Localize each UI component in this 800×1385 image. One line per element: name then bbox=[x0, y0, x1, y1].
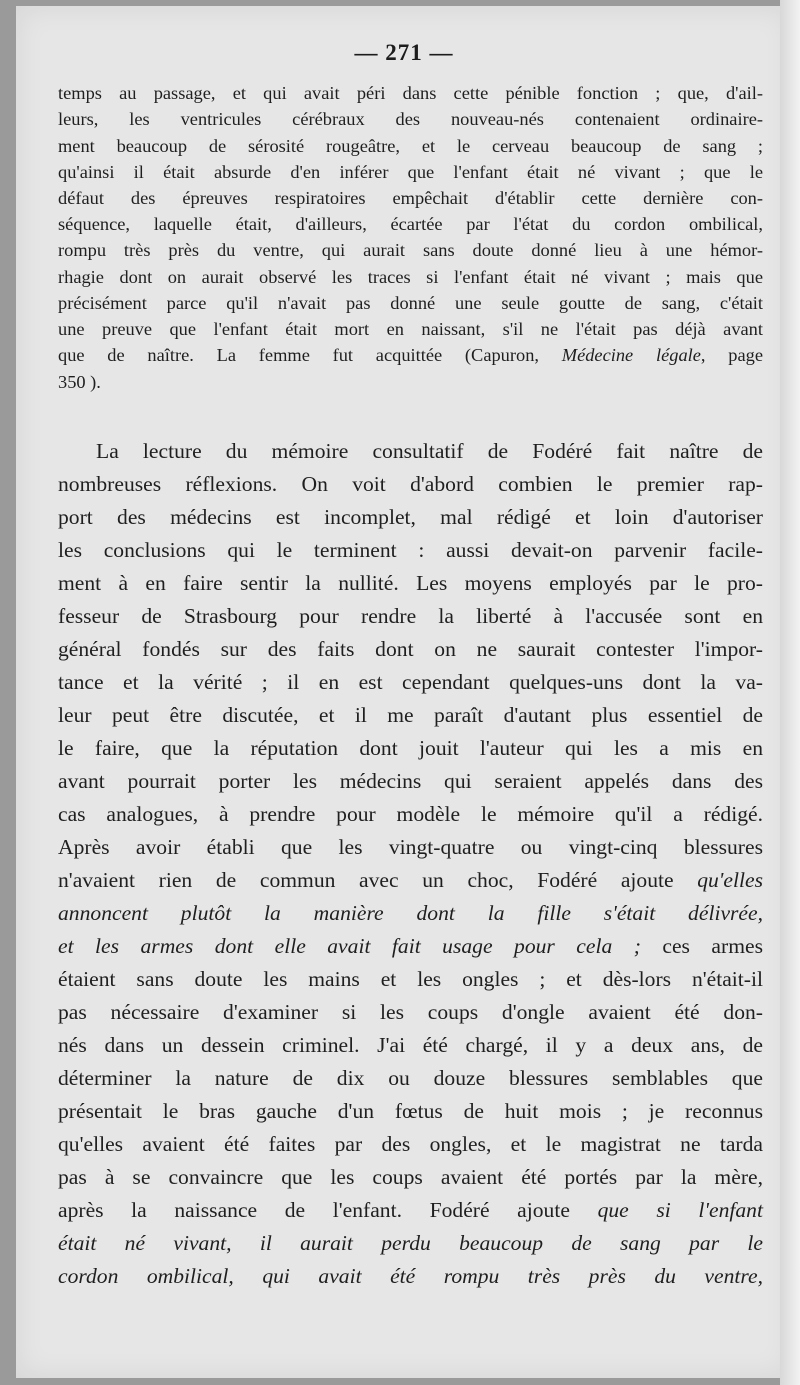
body-line: cordon ombilical, qui avait été rompu très près du ventre, bbox=[58, 1264, 763, 1288]
body-line: Après avoir établi que les vingt-quatre ou vingt-cinq blessures bbox=[58, 835, 763, 859]
body-line: pas à se convaincre que les coups avaient été portés par la mère, bbox=[58, 1165, 763, 1189]
body-line: était né vivant, il aurait perdu beaucoup de sang par le bbox=[58, 1231, 763, 1255]
page-number: — 271 — bbox=[354, 40, 454, 65]
body-line: avant pourrait porter les médecins qui seraient appelés dans des bbox=[58, 769, 763, 793]
body-line: leur peut être discutée, et il me paraît d'autant plus essentiel de bbox=[58, 703, 763, 727]
quote-line: séquence, laquelle était, d'ailleurs, écartée par l'état du cordon ombilical, bbox=[58, 214, 763, 234]
body-line: les conclusions qui le terminent : aussi devait-on parvenir facile- bbox=[58, 538, 763, 562]
quote-line: une preuve que l'enfant était mort en naissant, s'il ne l'était pas déjà avant bbox=[58, 319, 763, 339]
quote-line: que de naître. La femme fut acquittée (Capuron, Médecine légale, page bbox=[58, 345, 763, 365]
quote-line: temps au passage, et qui avait péri dans cette pénible fonction ; que, d'ail- bbox=[58, 83, 763, 103]
book-page bbox=[16, 6, 792, 1378]
body-line: fesseur de Strasbourg pour rendre la liberté à l'accusée sont en bbox=[58, 604, 763, 628]
quote-line: rompu très près du ventre, qui aurait sans doute donné lieu à une hémor- bbox=[58, 240, 763, 260]
body-line: après la naissance de l'enfant. Fodéré ajoute que si l'enfant bbox=[58, 1198, 763, 1222]
quote-line: défaut des épreuves respiratoires empêchait d'établir cette dernière con- bbox=[58, 188, 763, 208]
body-line: présentait le bras gauche d'un fœtus de huit mois ; je reconnus bbox=[58, 1099, 763, 1123]
page-edge bbox=[780, 0, 800, 1385]
body-line: le faire, que la réputation dont jouit l'auteur qui les a mis en bbox=[58, 736, 763, 760]
body-line: cas analogues, à prendre pour modèle le mémoire qu'il a rédigé. bbox=[58, 802, 763, 826]
body-line: général fondés sur des faits dont on ne saurait contester l'impor- bbox=[58, 637, 763, 661]
body-line: et les armes dont elle avait fait usage pour cela ; ces armes bbox=[58, 934, 763, 958]
quote-line: rhagie dont on aurait observé les traces si l'enfant était né vivant ; mais que bbox=[58, 267, 763, 287]
body-line: déterminer la nature de dix ou douze blessures semblables que bbox=[58, 1066, 763, 1090]
quote-line: ment beaucoup de sérosité rougeâtre, et le cerveau beaucoup de sang ; bbox=[58, 136, 763, 156]
body-line: nés dans un dessein criminel. J'ai été chargé, il y a deux ans, de bbox=[58, 1033, 763, 1057]
body-line: étaient sans doute les mains et les ongles ; et dès-lors n'était-il bbox=[58, 967, 763, 991]
body-line: pas nécessaire d'examiner si les coups d'ongle avaient été don- bbox=[58, 1000, 763, 1024]
quote-line: leurs, les ventricules cérébraux des nouveau-nés contenaient ordinaire- bbox=[58, 109, 763, 129]
body-line: n'avaient rien de commun avec un choc, Fodéré ajoute qu'elles bbox=[58, 868, 763, 892]
quote-line: 350 ). bbox=[58, 372, 101, 392]
body-line: port des médecins est incomplet, mal rédigé et loin d'autoriser bbox=[58, 505, 763, 529]
body-line: La lecture du mémoire consultatif de Fodéré fait naître de bbox=[96, 439, 763, 463]
body-line: nombreuses réflexions. On voit d'abord combien le premier rap- bbox=[58, 472, 763, 496]
quote-line: qu'ainsi il était absurde d'en inférer que l'enfant était né vivant ; que le bbox=[58, 162, 763, 182]
body-line: qu'elles avaient été faites par des ongles, et le magistrat ne tarda bbox=[58, 1132, 763, 1156]
body-line: annoncent plutôt la manière dont la fille s'était délivrée, bbox=[58, 901, 763, 925]
body-line: tance et la vérité ; il en est cependant quelques-uns dont la va- bbox=[58, 670, 763, 694]
body-line: ment à en faire sentir la nullité. Les moyens employés par le pro- bbox=[58, 571, 763, 595]
quote-line: précisément parce qu'il n'avait pas donné une seule goutte de sang, c'était bbox=[58, 293, 763, 313]
